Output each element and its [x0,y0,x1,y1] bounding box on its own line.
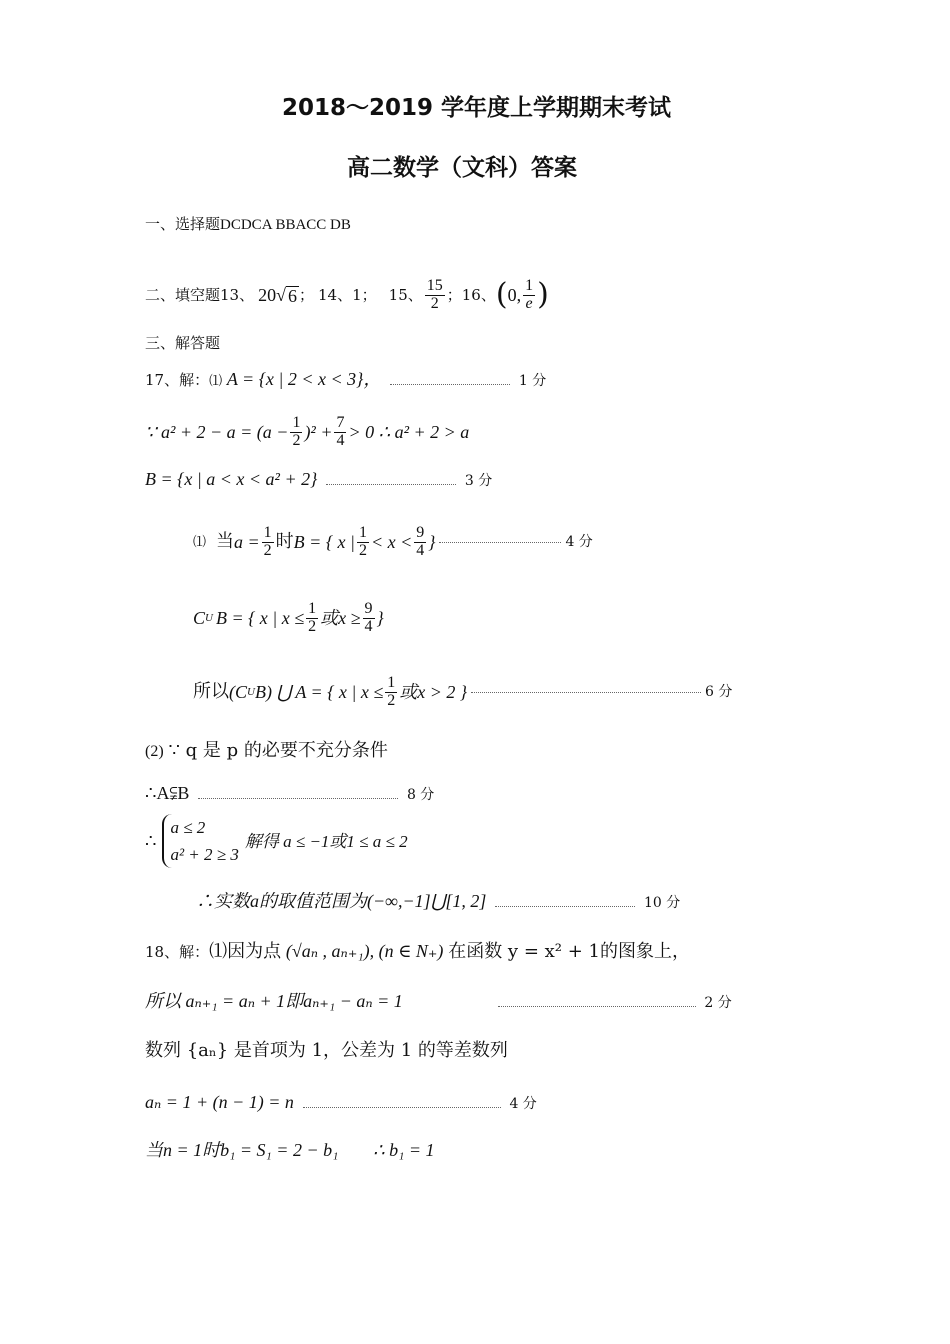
p17-sq-den: 4 [336,431,345,449]
p17-cu-frac1-num: 1 [308,599,317,617]
q15-sep: ； [446,285,462,304]
p17-case1-lower [357,525,369,560]
p17-intro: 17、解： [145,371,210,389]
p17-range [196,892,680,910]
p17-case1-lower-den: 2 [358,541,367,559]
p17-range-text: ∴实数a的取值范围为(−∞,−1]⋃[1, 2] [196,891,487,911]
q13-radicand: 6 [288,285,297,306]
q16-label: 16、 [461,285,496,304]
p17-case1 [193,518,593,566]
p17-line1 [145,370,546,388]
p17-cu-close: } [376,608,384,628]
score-4: 4 分 [565,534,593,550]
p18-line1 [145,942,690,961]
p17-so-sub: U [247,685,255,698]
p17-sys-solve: 解得 a ≤ −1或1 ≤ a ≤ 2 [244,831,408,851]
p17-inequality-system [162,814,238,868]
p17-system [145,816,408,866]
section-fill-label: 二、填空题 [145,285,221,304]
p17-part2-text: ∵ q 是 p 的必要不充分条件 [168,740,388,761]
score-3: 3 分 [464,473,493,489]
leader-dots [498,1005,696,1007]
p17-case1-a-num: 1 [263,523,272,541]
score-2: 2 分 [704,995,732,1011]
p17-half-den: 2 [292,431,301,449]
p18-an-text: aₙ = 1 + (n − 1) = n [145,1092,294,1112]
q16-fraction [523,278,535,313]
section-choice-label: 一、选择题 [145,215,221,233]
p17-subset-text: ∴A⫋B [145,783,190,803]
p17-ineq-mid: )² + [304,422,333,442]
p17-so-label: 所以 [193,681,229,702]
p17-set-b: B = {x | a < x < a² + 2} [145,469,318,489]
p17-seven-quarters [334,415,346,450]
p17-part2 [145,742,388,760]
p17-part2-label: (2) [145,743,164,760]
p18-b1-therefore: ∴ b₁ = 1 [373,1140,435,1160]
p17-cu-frac1-den: 2 [308,617,317,635]
p18-b1 [145,1141,435,1159]
p17-case1-when: 当 [216,531,235,552]
p17-subset [145,784,434,802]
p18-line2 [145,992,732,1010]
p17-set-a: A = {x | 2 < x < 3}， [226,369,382,389]
p17-cu-c: C [193,608,206,628]
section-fill [145,270,549,320]
p17-case1-a-den: 2 [263,541,272,559]
leader-dots [471,691,701,693]
leader-dots [390,383,510,385]
leader-dots [495,905,635,907]
p17-case1-upper-num: 9 [416,523,425,541]
q13-label: 13、 [220,285,255,304]
p17-case1-a: a = [234,532,260,552]
p17-case1-b: B = { x | [293,532,355,552]
q16-denominator: e [525,294,533,312]
p17-cu-mid: B = { x | x ≤ [215,608,305,628]
q16-left-paren: ( [495,277,508,312]
leader-dots [439,541,561,543]
sqrt-symbol: √ [276,285,286,305]
p18-rest: 在函数 y = x² + 1的图象上， [448,941,690,962]
leader-dots [198,797,398,799]
section-choice [145,217,351,233]
p17-sys-therefore: ∴ [145,831,157,851]
p17-half-num: 1 [292,413,301,431]
p17-so-frac-num: 1 [387,673,396,691]
p17-cu-frac2-den: 4 [364,617,373,635]
q15-denominator: 2 [430,294,439,312]
p17-so-frac [385,675,397,710]
p17-ineq-post: > 0 ∴ a² + 2 > a [348,422,470,442]
q16-left-value: 0, [507,285,522,305]
p17-case1-time: 时 [275,531,294,552]
p17-sq-num: 7 [336,413,345,431]
p17-case1-upper [414,525,426,560]
section-solve: 三、解答题 [145,334,221,352]
p18-seq: 数列 {aₙ} 是首项为 1，公差为 1 的等差数列 [145,1040,508,1061]
p17-case1-marker: ⑴ [193,534,207,550]
p17-complement [193,594,384,642]
p17-so-mid: B) ⋃ A = { x | x ≤ [254,682,384,702]
p17-cu-frac1 [306,601,318,636]
p18-an [145,1093,537,1111]
p17-half [290,415,302,450]
p17-cu-frac2 [363,601,375,636]
leader-dots [326,483,456,485]
p17-line3 [145,470,492,488]
p18-point: (√aₙ , aₙ₊₁), (n ∈ N₊) [285,941,444,961]
score-1: 1 分 [518,373,547,389]
p17-case1-lt: < x < [370,532,413,552]
p18-part1: ⑴因为点 [209,941,282,962]
exam-title: 2018～2019 学年度上学期期末考试 [282,95,672,121]
p17-case1-a-frac [262,525,274,560]
p17-so-frac-den: 2 [387,691,396,709]
q15-fraction [425,278,445,313]
q14-answer: 14、1； [318,285,377,304]
q16-right-paren: ) [537,277,549,312]
p17-case1-lower-num: 1 [358,523,367,541]
p17-cu-or: 或x ≥ [320,608,361,628]
p17-sys-row1: a ≤ 2 [170,817,206,837]
p17-cu-frac2-num: 9 [364,599,373,617]
p17-so-or: 或x > 2 } [399,682,468,702]
p18-b1-text: 当n = 1时b₁ = S₁ = 2 − b₁ [145,1140,339,1160]
p17-ineq-pre: ∵ a² + 2 − a = (a − [145,422,289,442]
p17-union [193,668,732,716]
p17-case1-close: } [428,532,436,552]
p17-line2 [145,412,469,452]
p18-so: 所以 aₙ₊₁ = aₙ + 1即aₙ₊₁ − aₙ = 1 [145,991,403,1011]
p17-part1-marker: ⑴ [209,374,223,389]
p17-cu-sub: U [205,611,213,624]
q16-numerator: 1 [525,276,534,294]
p18-intro: 18、解： [145,943,210,961]
choice-answers: DCDCA BBACC DB [220,217,351,233]
score-6: 6 分 [705,684,733,700]
p17-sys-row2: a² + 2 ≥ 3 [170,845,239,864]
answer-title: 高二数学（文科）答案 [347,155,577,181]
p17-so-expr: (C [229,682,247,702]
leader-dots [303,1106,501,1108]
q13-coef: 20 [258,285,277,305]
p17-case1-upper-den: 4 [416,541,425,559]
score-8: 8 分 [406,787,435,803]
score-10: 10 分 [643,895,681,911]
q13-sep: ； [299,285,315,304]
q15-numerator: 15 [426,276,443,294]
score-4b: 4 分 [509,1096,537,1112]
q15-label: 15、 [388,285,423,304]
